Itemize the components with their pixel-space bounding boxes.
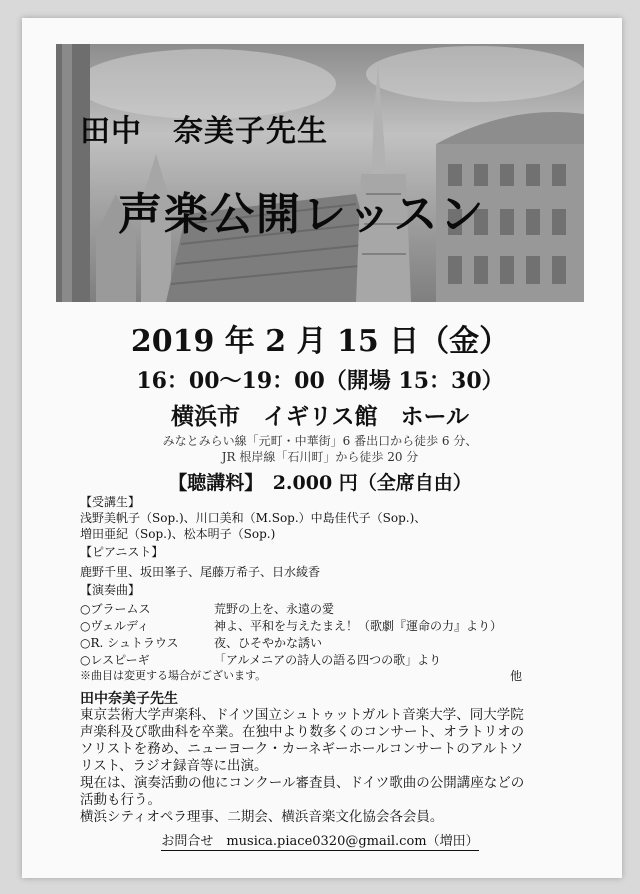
program-composer: ○レスピーギ xyxy=(80,653,150,667)
program-item xyxy=(80,600,335,617)
program-work: 神よ、平和を与えたまえ！（歌劇『運命の力』より） xyxy=(214,619,503,633)
program-work: 夜、ひそやかな誘い xyxy=(214,636,323,650)
event-venue: 横浜市 イギリス館 ホール xyxy=(170,404,470,430)
cathedral-banner xyxy=(56,44,584,302)
program-composer: ○ヴェルディ xyxy=(80,619,150,633)
pianists-section xyxy=(80,544,320,580)
program-header: 【演奏曲】 xyxy=(80,583,141,597)
program-item xyxy=(80,634,323,651)
program-note: ※曲目は変更する場合がございます。 xyxy=(80,669,267,682)
admission-fee: 【聴講料】 2.000 円（全席自由） xyxy=(168,472,472,494)
contact-email: お問合せ musica.piace0320@gmail.com（増田） xyxy=(161,834,479,849)
cathedral-photo xyxy=(56,44,584,302)
pianists-names: 鹿野千里、坂田峯子、尾藤万希子、日水綾香 xyxy=(80,565,321,579)
pianists-header: 【ピアニスト】 xyxy=(80,545,164,559)
event-title: 声楽公開レッスン xyxy=(118,189,486,240)
students-section xyxy=(80,494,426,542)
program-work: 荒野の上を、永遠の愛 xyxy=(214,602,335,616)
program-item xyxy=(80,651,442,668)
students-header: 【受講生】 xyxy=(80,495,141,509)
bio-line: 横浜シティオペラ理事、二期会、横浜音楽文化協会各会員。 xyxy=(80,809,444,825)
program-item xyxy=(80,617,503,634)
bio-line: ソリストを務め、ニューヨーク・カーネギーホールコンサートのアルトソ xyxy=(80,741,524,757)
bio-line: 現在は、演奏活動の他にコンクール審査員、ドイツ歌曲の公開講座などの xyxy=(80,775,525,791)
event-time: 16：00～19：00（開場 15：30） xyxy=(136,368,504,394)
bio-line: リスト、ラジオ録音等に出演。 xyxy=(80,758,268,774)
contact-info xyxy=(0,830,640,849)
bio-line: 東京芸術大学声楽科、ドイツ国立シュトゥットガルト音楽大学、同大学院 xyxy=(80,707,524,723)
event-date: 2019 年 2 月 15 日（金） xyxy=(130,324,510,359)
bio-text xyxy=(80,707,560,826)
program-other: 他 xyxy=(510,669,523,683)
bio-name: 田中奈美子先生 xyxy=(80,691,178,707)
access-line-1: みなとみらい線「元町・中華街」6 番出口から徒歩 6 分、 xyxy=(162,434,478,448)
program-composer: ○ブラームス xyxy=(80,602,151,616)
access-line-2: JR 根岸線「石川町」から徒歩 20 分 xyxy=(221,450,419,464)
bio-line: 活動も行う。 xyxy=(80,792,161,808)
program-work: 「アルメニアの詩人の語る四つの歌」より xyxy=(214,653,442,667)
students-line-1: 浅野美帆子（Sop.)、川口美和（M.Sop.）中島佳代子（Sop.)、 xyxy=(80,511,427,525)
teacher-heading: 田中 奈美子先生 xyxy=(80,114,328,149)
students-line-2: 増田亜紀（Sop.)、松本明子（Sop.) xyxy=(80,527,276,541)
bio-line: 声楽科及び歌曲科を卒業。在独中より数多くのコンサート、オラトリオの xyxy=(80,724,525,740)
program-composer: ○R. シュトラウス xyxy=(80,636,179,650)
